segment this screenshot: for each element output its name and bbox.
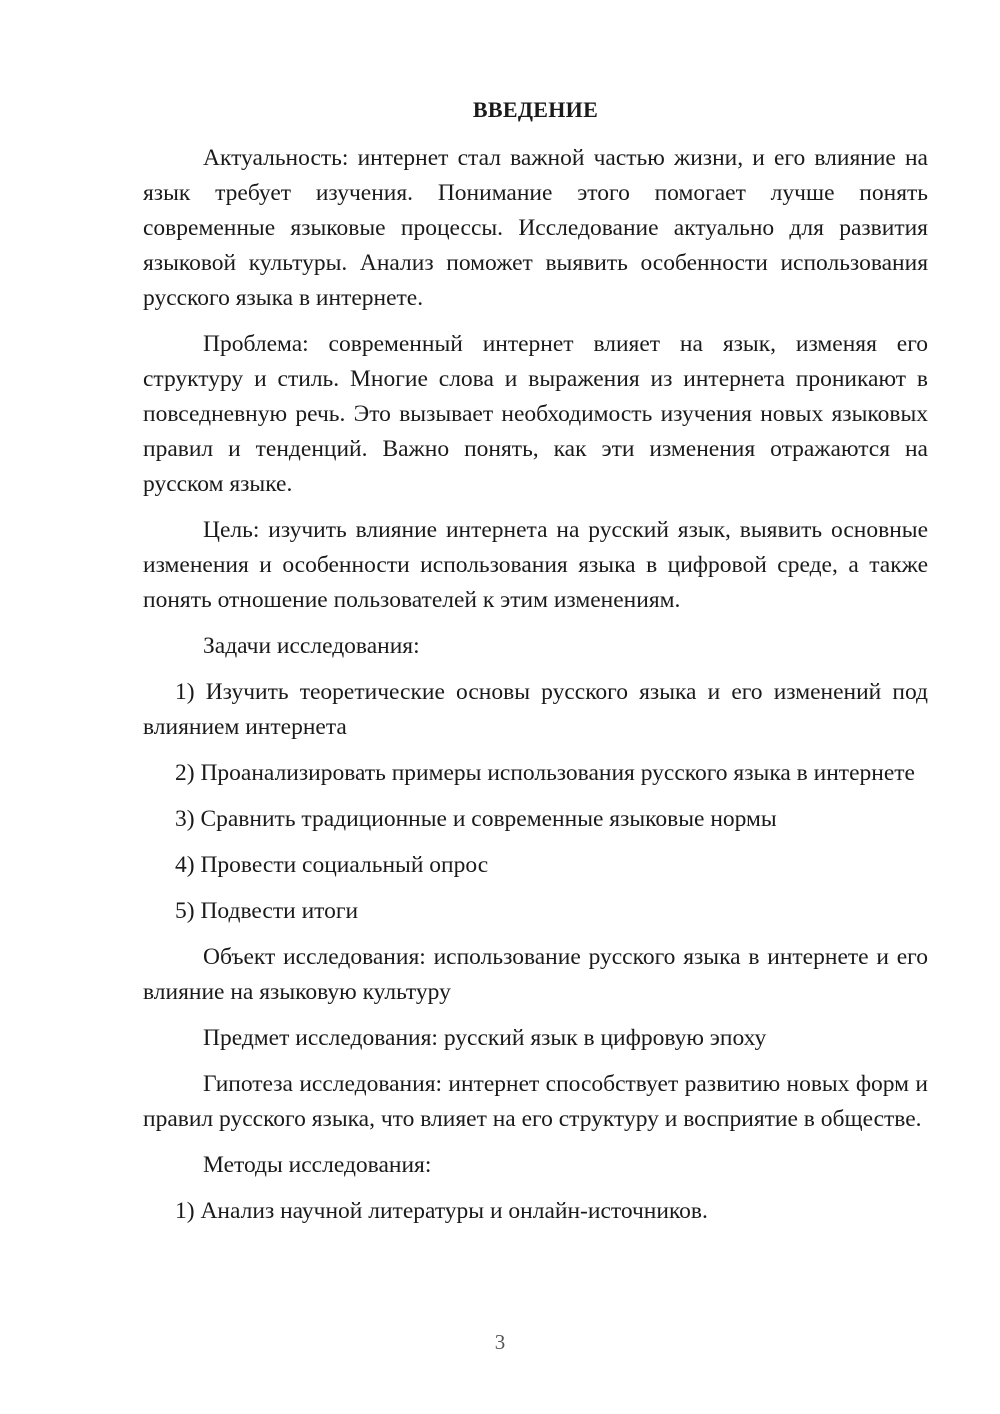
methods-heading: Методы исследования:: [203, 1152, 432, 1178]
problem-paragraph: Проблема: современный интернет влияет на язык, изменяя его структуру и стиль. Многие слова и выражения из интернета проникают в повседневную речь. Это вызывает необходимость изучения новых языковых правил и тенденций. Важно понять, как эти изменения отражаются на русском языке.: [143, 331, 928, 497]
task-item-5: 5) Подвести итоги: [175, 898, 359, 924]
task-item-4: 4) Провести социальный опрос: [175, 852, 489, 878]
hypothesis-paragraph: Гипотеза исследования: интернет способствует развитию новых форм и правил русского языка, что влияет на его структуру и восприятие в обществе.: [143, 1071, 928, 1132]
object-paragraph: Объект исследования: использование русского языка в интернете и его влияние на языковую культуру: [143, 944, 928, 1005]
page-number: 3: [494, 1330, 506, 1354]
goal-paragraph: Цель: изучить влияние интернета на русский язык, выявить основные изменения и особенности использования языка в цифровой среде, а также понять отношение пользователей к этим изменениям.: [143, 517, 928, 613]
relevance-paragraph: Актуальность: интернет стал важной частью жизни, и его влияние на язык требует изучения. Понимание этого помогает лучше понять современные языковые процессы. Исследование актуально для развития языковой культуры. Анализ поможет выявить особенности использования русского языка в интернете.: [143, 145, 928, 311]
task-item-3: 3) Сравнить традиционные и современные языковые нормы: [175, 806, 777, 832]
subject-paragraph: Предмет исследования: русский язык в цифровую эпоху: [203, 1025, 767, 1051]
tasks-heading: Задачи исследования:: [203, 633, 420, 659]
task-item-2: 2) Проанализировать примеры использования русского языка в интернете: [175, 760, 915, 786]
section-title: ВВЕДЕНИЕ: [472, 97, 599, 122]
method-item-1: 1) Анализ научной литературы и онлайн-источников.: [175, 1198, 708, 1224]
task-item-1: 1) Изучить теоретические основы русского языка и его изменений под влиянием интернета: [143, 679, 928, 740]
document-page: [143, 92, 928, 1240]
